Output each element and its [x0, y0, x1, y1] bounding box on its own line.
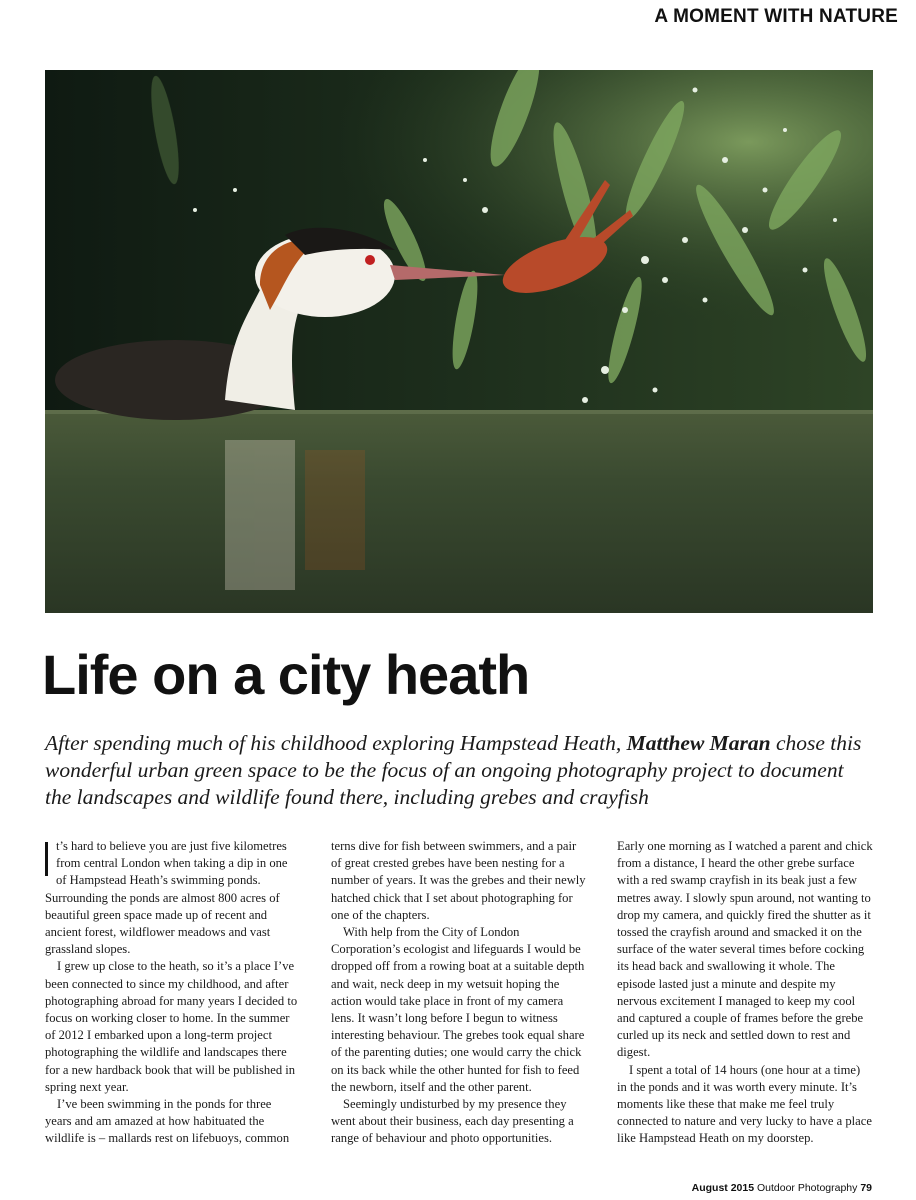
drop-cap-bar: [45, 842, 48, 876]
standfirst-tail: chose this wonderful urban green space to be the focus of an ongoing photography project to document the landscapes and wildlife found there, including grebes and crayfish: [45, 731, 862, 809]
column-1: [45, 838, 301, 1154]
paragraph: [45, 838, 301, 958]
paragraph: Early one morning as I watched a parent and chick from a distance, I heard the other grebe surface with a red swamp crayfish in its beak just a few metres away. I slowly spun around, not wanting to drop my camera, and quickly fired the shutter as it tossed the crayfish around and smacked it on the surface of the water several times before cocking its head back and swallowing it whole. The episode lasted just a minute and despite my nervous excitement I managed to keep my cool and captured a couple of frames before the grebe curled up its neck and settled down to rest and digest.: [617, 839, 873, 1060]
page-footer: [692, 1182, 872, 1194]
column-2: [331, 838, 587, 1154]
paragraph: I’ve been swimming in the ponds for three years and am amazed at how habituated the wildlife is – mallards rest on lifebuoys, common: [45, 1097, 290, 1146]
paragraph: With help from the City of London Corporation’s ecologist and lifeguards I would be dropped off from a rowing boat at a suitable depth and wait, neck deep in my wetsuit hoping the action would take place in front of my camera lens. It wasn’t long before I begun to witness interesting behaviour. The grebes took equal share of the parenting duties; one would carry the chick on its back while the other hunted for fish to feed the newborn, itself and the other parent.: [331, 925, 585, 1094]
author-name: Matthew Maran: [626, 731, 771, 755]
paragraph: I grew up close to the heath, so it’s a place I’ve been connected to since my childhood, and after photographing abroad for many years I decided to focus on working closer to home. In the summer of 2012 I embarked upon a long-term project photographing the wildlife and landscapes there for a new hardback book that will be published in spring next year.: [45, 959, 298, 1094]
section-label: A MOMENT WITH NATURE: [654, 6, 898, 27]
paragraph-text: t’s hard to believe you are just five kilometres from central London when taking a dip in one of Hampstead Heath’s swimming ponds. Surrounding the ponds are almost 800 acres of beautiful green space made up of recent and ancient forest, wildflower meadows and vast grassland slopes.: [45, 839, 288, 957]
headline: Life on a city heath: [42, 643, 530, 706]
grebe-crayfish-photo: [45, 70, 873, 613]
paragraph: terns dive for fish between swimmers, and a pair of great crested grebes have been nesting for a number of years. It was the grebes and their newly hatched chick that I set about photographing for one of the chapters.: [331, 839, 586, 922]
standfirst: [45, 730, 875, 811]
paragraph: I spent a total of 14 hours (one hour at a time) in the ponds and it was worth every minute. It’s moments like these that make me feel truly connected to nature and very lucky to have a place like Hampstead Heath on my doorstep.: [617, 1062, 872, 1146]
magazine-name: Outdoor Photography: [756, 1182, 858, 1194]
standfirst-lead: After spending much of his childhood exploring Hampstead Heath,: [45, 731, 627, 755]
page-number: 79: [860, 1182, 872, 1194]
paragraph: Seemingly undisturbed by my presence they went about their business, each day presenting a range of behaviour and photo opportunities.: [331, 1097, 574, 1146]
article-body: [45, 838, 873, 1154]
issue-date: August 2015: [691, 1182, 755, 1194]
column-3: [617, 838, 873, 1154]
